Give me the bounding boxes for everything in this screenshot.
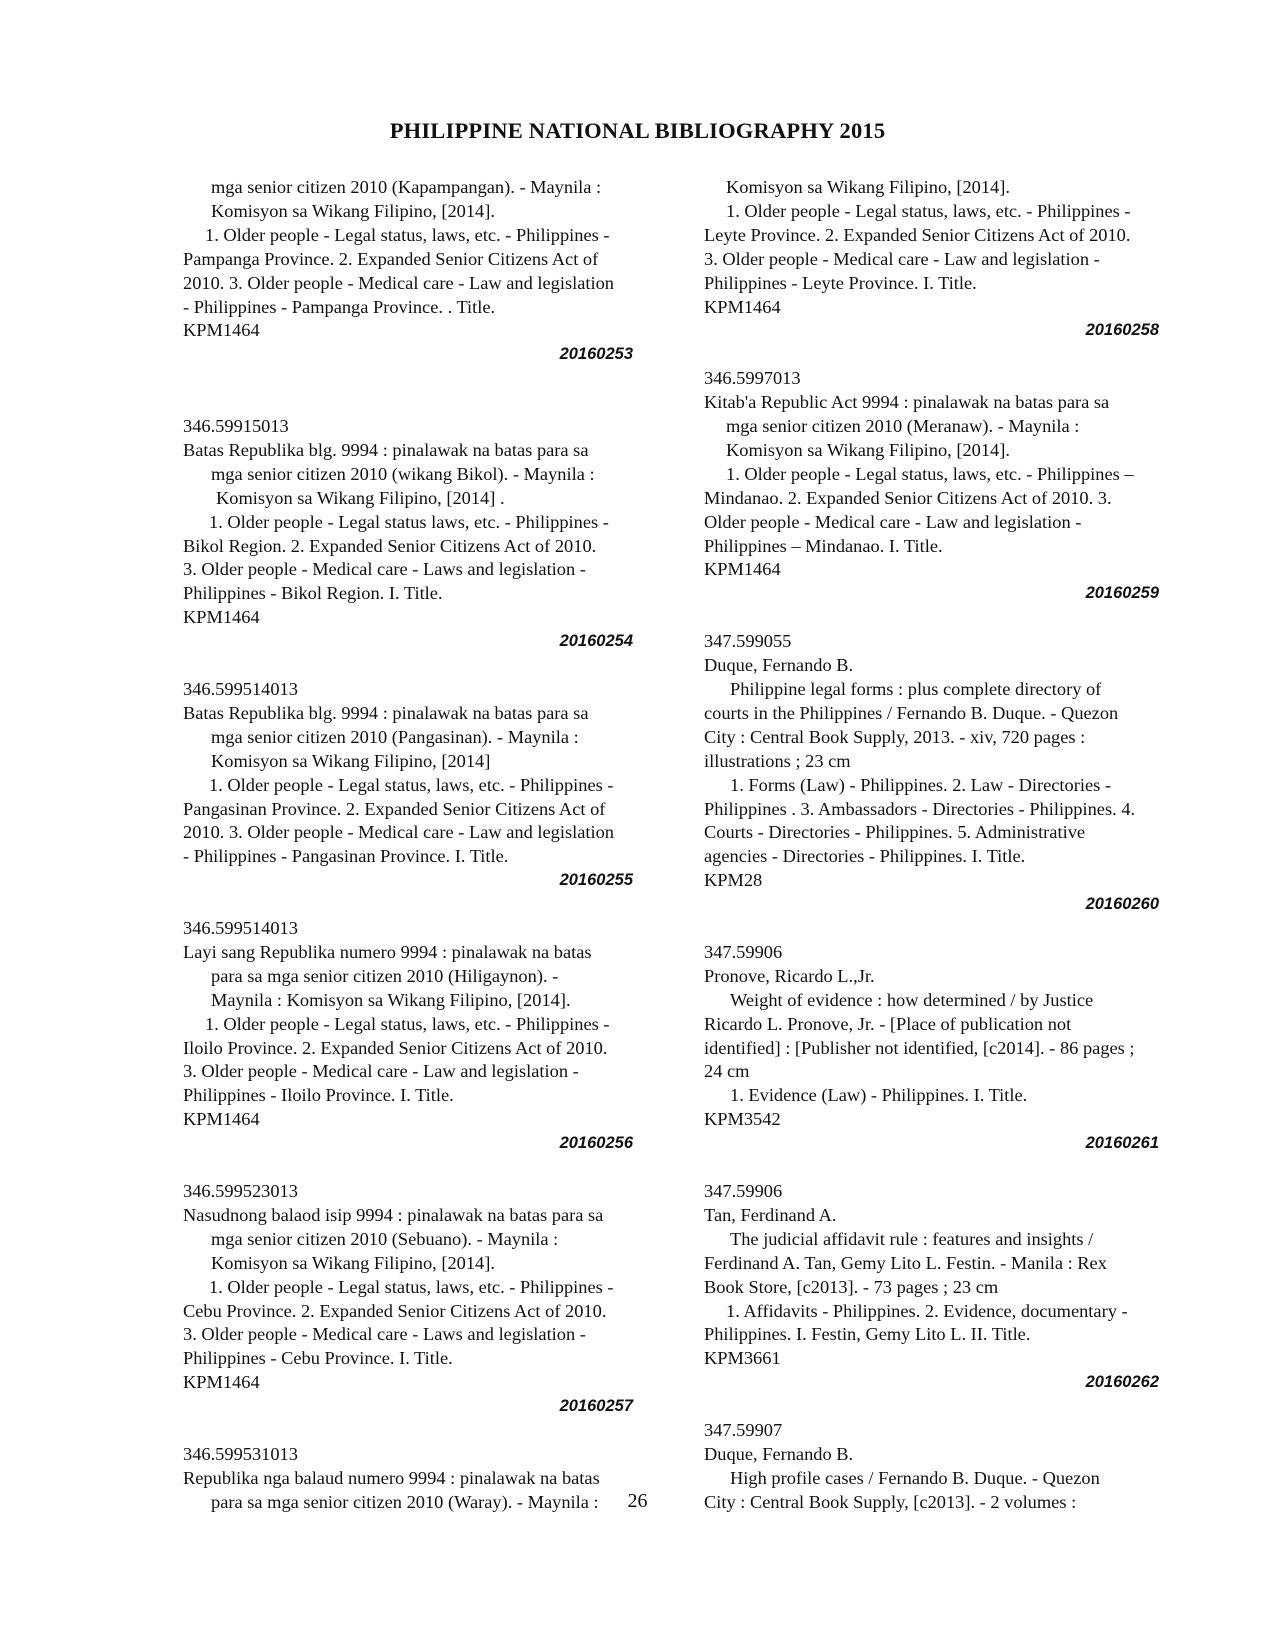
entry-line: Kitab'a Republic Act 9994 : pinalawak na batas para sa: [704, 392, 1110, 413]
entry-line: KPM3661: [704, 1348, 781, 1369]
entry-line: City : Central Book Supply, [c2013]. - 2 volumes :: [704, 1491, 1077, 1512]
call-number: 346.5997013: [704, 368, 801, 389]
entry-line: 3. Older people - Medical care - Laws and legislation -: [183, 1324, 586, 1345]
entry-line: KPM3542: [704, 1109, 781, 1130]
entry-line: para sa mga senior citizen 2010 (Waray). - Maynila :: [211, 1491, 599, 1512]
entry-line: Komisyon sa Wikang Filipino, [2014] .: [216, 487, 505, 508]
entry-line: 1. Older people - Legal status laws, etc. - Philippines -: [209, 511, 609, 532]
record-number: 20160256: [559, 1134, 633, 1153]
entry-line: City : Central Book Supply, 2013. - xiv, 720 pages :: [704, 726, 1086, 747]
entry-line: Bikol Region. 2. Expanded Senior Citizens Act of 2010.: [183, 535, 597, 556]
entry-line: Leyte Province. 2. Expanded Senior Citizens Act of 2010.: [704, 224, 1131, 245]
entry-line: Pangasinan Province. 2. Expanded Senior Citizens Act of: [183, 798, 606, 819]
entry-line: Batas Republika blg. 9994 : pinalawak na batas para sa: [183, 439, 589, 460]
call-number: 346.599531013: [183, 1443, 298, 1464]
entry-line: Philippines . 3. Ambassadors - Directories - Philippines. 4.: [704, 798, 1136, 819]
entry-line: Batas Republika blg. 9994 : pinalawak na batas para sa: [183, 702, 589, 723]
entry-line: illustrations ; 23 cm: [704, 750, 851, 771]
entry-line: Nasudnong balaod isip 9994 : pinalawak na batas para sa: [183, 1204, 604, 1225]
entry-line: Republika nga balaud numero 9994 : pinalawak na batas: [183, 1467, 600, 1488]
entry-line: 1. Older people - Legal status, laws, etc. - Philippines –: [726, 463, 1134, 484]
entry-line: 2010. 3. Older people - Medical care - Law and legislation: [183, 822, 615, 843]
entry-line: Komisyon sa Wikang Filipino, [2014].: [726, 439, 1010, 460]
call-number: 346.599523013: [183, 1181, 298, 1201]
entry-line: Komisyon sa Wikang Filipino, [2014].: [211, 1252, 495, 1273]
entry-line: KPM1464: [704, 296, 781, 317]
left-column: [183, 176, 673, 1515]
entry-line: KPM1464: [183, 320, 260, 341]
entry-line: 24 cm: [704, 1061, 750, 1082]
entry-line: courts in the Philippines / Fernando B. Duque. - Quezon: [704, 702, 1119, 723]
record-number: 20160261: [1085, 1134, 1159, 1153]
call-number: 347.59906: [704, 941, 783, 962]
entry-line: - Philippines - Pampanga Province. . Title.: [183, 296, 496, 317]
entry-line: Komisyon sa Wikang Filipino, [2014].: [211, 200, 495, 221]
entry-line: Komisyon sa Wikang Filipino, [2014].: [726, 177, 1010, 197]
entry-line: Older people - Medical care - Law and legislation -: [704, 511, 1082, 532]
record-number: 20160258: [1085, 321, 1159, 340]
entry-line: Philippines - Leyte Province. I. Title.: [704, 272, 977, 293]
entry-line: Mindanao. 2. Expanded Senior Citizens Act of 2010. 3.: [704, 487, 1112, 508]
entry-line: 1. Older people - Legal status, laws, etc. - Philippines -: [205, 1013, 610, 1034]
entry-line: 1. Evidence (Law) - Philippines. I. Title.: [730, 1085, 1028, 1106]
entry-line: 1. Forms (Law) - Philippines. 2. Law - Directories -: [730, 774, 1112, 795]
entry-line: Komisyon sa Wikang Filipino, [2014]: [211, 750, 491, 771]
entry-line: - Philippines - Pangasinan Province. I. Title.: [183, 846, 509, 867]
record-number: 20160260: [1085, 895, 1159, 914]
entry-line: Philippines – Mindanao. I. Title.: [704, 535, 943, 556]
entry-line: 1. Older people - Legal status, laws, etc. - Philippines -: [726, 200, 1131, 221]
entry-line: Cebu Province. 2. Expanded Senior Citizens Act of 2010.: [183, 1300, 607, 1321]
entry-line: Layi sang Republika numero 9994 : pinalawak na batas: [183, 941, 592, 962]
record-number: 20160253: [559, 345, 633, 364]
call-number: 346.59915013: [183, 416, 289, 437]
record-number: 20160254: [559, 632, 633, 651]
entry-line: 1. Older people - Legal status, laws, etc. - Philippines -: [205, 224, 610, 245]
entry-line: Ricardo L. Pronove, Jr. - [Place of publication not: [704, 1013, 1072, 1034]
record-number: 20160257: [559, 1397, 633, 1416]
entry-line: Ferdinand A. Tan, Gemy Lito L. Festin. - Manila : Rex: [704, 1252, 1107, 1273]
entry-line: KPM1464: [704, 559, 781, 580]
entry-line: KPM28: [704, 870, 763, 891]
entry-line: Pampanga Province. 2. Expanded Senior Citizens Act of: [183, 248, 599, 269]
entry-line: mga senior citizen 2010 (Kapampangan). - Maynila :: [211, 177, 602, 197]
entry-line: Duque, Fernando B.: [704, 655, 854, 676]
entry-line: Philippine legal forms : plus complete directory of: [730, 679, 1102, 699]
record-number: 20160259: [1085, 584, 1159, 603]
entry-line: Philippines. I. Festin, Gemy Lito L. II. Title.: [704, 1324, 1031, 1345]
record-number: 20160262: [1085, 1373, 1159, 1392]
entry-line: Philippines - Bikol Region. I. Title.: [183, 583, 443, 604]
entry-line: mga senior citizen 2010 (Sebuano). - Maynila :: [211, 1228, 559, 1249]
entry-line: Iloilo Province. 2. Expanded Senior Citizens Act of 2010.: [183, 1037, 608, 1058]
call-number: 347.599055: [704, 631, 792, 652]
entry-line: 1. Older people - Legal status, laws, etc. - Philippines -: [209, 774, 614, 795]
entry-line: agencies - Directories - Philippines. I. Title.: [704, 846, 1026, 867]
entry-line: KPM1464: [183, 1109, 260, 1130]
entry-line: mga senior citizen 2010 (wikang Bikol). - Maynila :: [211, 463, 595, 484]
entry-line: 1. Older people - Legal status, laws, etc. - Philippines -: [209, 1276, 614, 1297]
entry-line: Courts - Directories - Philippines. 5. Administrative: [704, 822, 1086, 843]
page-title: PHILIPPINE NATIONAL BIBLIOGRAPHY 2015: [389, 118, 886, 143]
right-column: [704, 176, 1199, 1515]
record-number: 20160255: [559, 871, 633, 890]
entry-line: Tan, Ferdinand A.: [704, 1204, 837, 1225]
entry-line: Maynila : Komisyon sa Wikang Filipino, [2014].: [211, 989, 571, 1010]
entry-line: mga senior citizen 2010 (Meranaw). - Maynila :: [726, 416, 1080, 437]
entry-line: 1. Affidavits - Philippines. 2. Evidence, documentary -: [726, 1300, 1128, 1321]
page-number: 26: [627, 1490, 648, 1512]
entry-line: 3. Older people - Medical care - Laws and legislation -: [183, 559, 586, 580]
entry-line: mga senior citizen 2010 (Pangasinan). - Maynila :: [211, 726, 579, 747]
call-number: 346.599514013: [183, 679, 298, 699]
entry-line: Weight of evidence : how determined / by Justice: [730, 989, 1094, 1010]
call-number: 346.599514013: [183, 918, 298, 939]
entry-line: 3. Older people - Medical care - Law and legislation -: [704, 248, 1100, 269]
entry-line: KPM1464: [183, 1372, 260, 1393]
entry-line: identified] : [Publisher not identified, [c2014]. - 86 pages ;: [704, 1037, 1135, 1058]
entry-line: Book Store, [c2013]. - 73 pages ; 23 cm: [704, 1276, 999, 1297]
entry-line: The judicial affidavit rule : features and insights /: [730, 1228, 1094, 1249]
call-number: 347.59907: [704, 1420, 783, 1441]
entry-line: para sa mga senior citizen 2010 (Hiligaynon). -: [211, 965, 559, 986]
entry-line: Philippines - Iloilo Province. I. Title.: [183, 1085, 454, 1106]
entry-line: Pronove, Ricardo L.,Jr.: [704, 965, 875, 986]
entry-line: 2010. 3. Older people - Medical care - Law and legislation: [183, 272, 615, 293]
entry-line: Philippines - Cebu Province. I. Title.: [183, 1348, 453, 1369]
entry-line: High profile cases / Fernando B. Duque. - Quezon: [730, 1467, 1100, 1488]
entry-line: KPM1464: [183, 607, 260, 628]
entry-line: 3. Older people - Medical care - Law and legislation -: [183, 1061, 579, 1082]
call-number: 347.59906: [704, 1181, 783, 1201]
entry-line: Duque, Fernando B.: [704, 1443, 854, 1464]
